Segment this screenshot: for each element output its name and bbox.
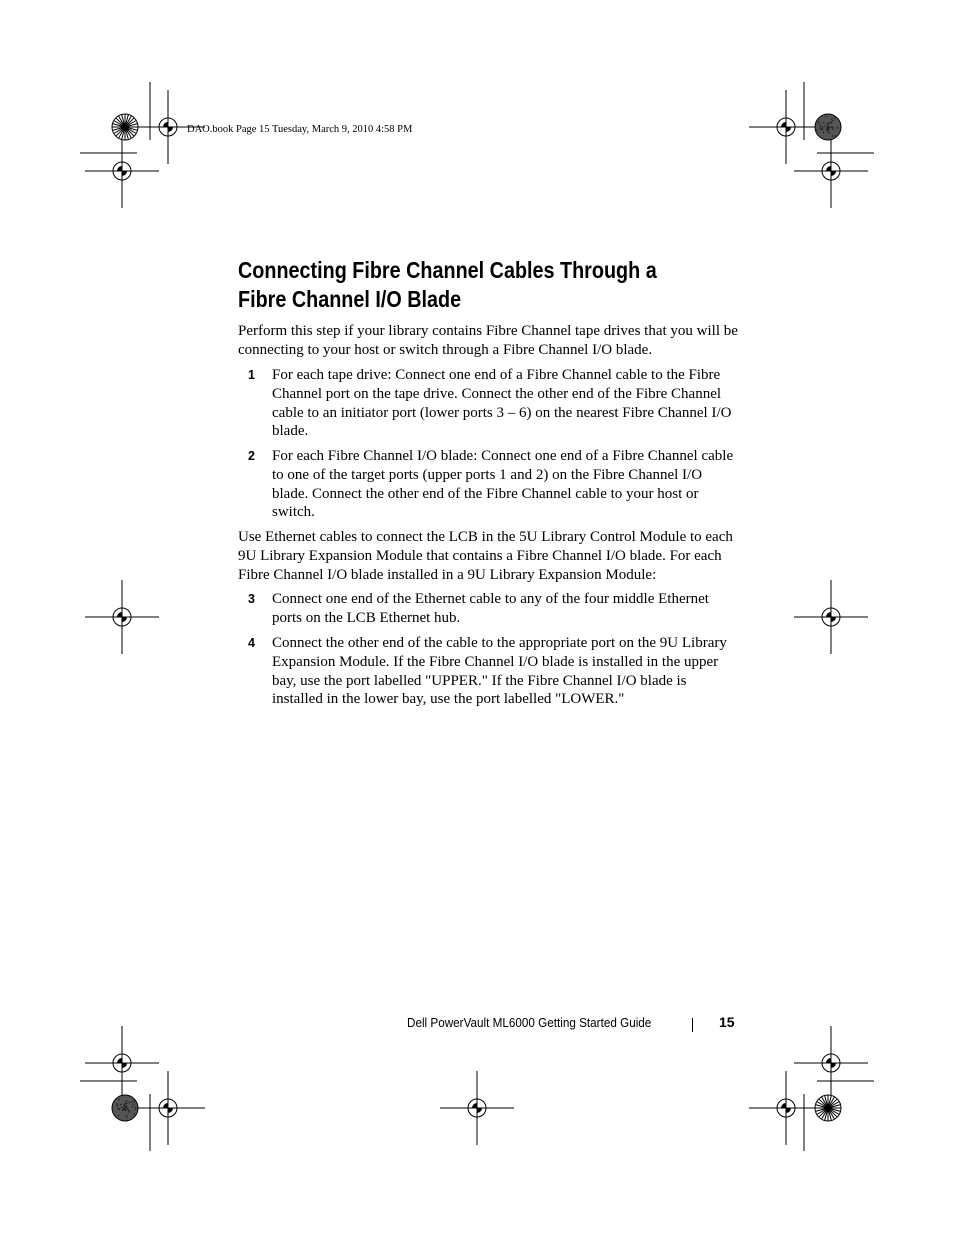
step-4 — [238, 634, 738, 709]
step-3 — [238, 590, 738, 628]
ethernet-paragraph: Use Ethernet cables to connect the LCB in the 5U Library Control Module to each 9U Library Expansion Module that contains a Fibre Channel I/O blade. For each Fibre Channel I/O blade installed in a 9U Library Expansion Module: — [238, 529, 733, 583]
step-number: 1 — [248, 368, 255, 382]
step-number: 4 — [248, 636, 255, 650]
step-text: Connect one end of the Ethernet cable to any of the four middle Ethernet ports on the LCB Ethernet hub. — [272, 591, 709, 626]
color-target-mark — [112, 114, 138, 140]
color-target-mark — [815, 1095, 841, 1121]
footer-divider — [692, 1018, 693, 1032]
registration-mark — [794, 580, 868, 654]
color-target-mark — [112, 1095, 138, 1121]
step-text: For each tape drive: Connect one end of a Fibre Channel cable to the Fibre Channel port on the tape drive. Connect the other end of the Fibre Channel cable to an initiator port (lower ports 3 – 6) on the nearest Fibre Channel I/O blade. — [272, 367, 732, 440]
registration-mark — [85, 580, 159, 654]
registration-mark — [131, 1071, 205, 1145]
step-1 — [238, 366, 738, 441]
section-heading: Connecting Fibre Channel Cables Through a Fibre Channel I/O Blade — [238, 257, 657, 312]
color-target-mark — [815, 114, 841, 140]
footer-title: Dell PowerVault ML6000 Getting Started Guide — [407, 1015, 652, 1030]
page-number: 15 — [719, 1014, 735, 1030]
intro-paragraph: Perform this step if your library contains Fibre Channel tape drives that you will be connecting to your host or switch through a Fibre Channel I/O blade. — [238, 323, 738, 358]
registration-mark — [85, 134, 159, 208]
registration-mark — [794, 1026, 868, 1100]
registration-mark — [749, 90, 823, 164]
registration-mark — [440, 1071, 514, 1145]
registration-mark — [749, 1071, 823, 1145]
step-text: For each Fibre Channel I/O blade: Connect one end of a Fibre Channel cable to one of the target ports (upper ports 1 and 2) on the Fibre Channel I/O blade. Connect the other end of the Fibre Channel cable to your host or switch. — [272, 448, 734, 521]
registration-mark — [85, 1026, 159, 1100]
step-number: 2 — [248, 449, 255, 463]
registration-mark — [794, 134, 868, 208]
print-slug: DAO.book Page 15 Tuesday, March 9, 2010 4:58 PM — [187, 124, 413, 135]
step-text: Connect the other end of the cable to the appropriate port on the 9U Library Expansion Module. If the Fibre Channel I/O blade is installed in the upper bay, use the port labelled "UPPER." If the Fibre Channel I/O blade is installed in the lower bay, use the port labelled "LOWER." — [272, 635, 727, 708]
step-2 — [238, 447, 738, 522]
step-number: 3 — [248, 592, 255, 606]
